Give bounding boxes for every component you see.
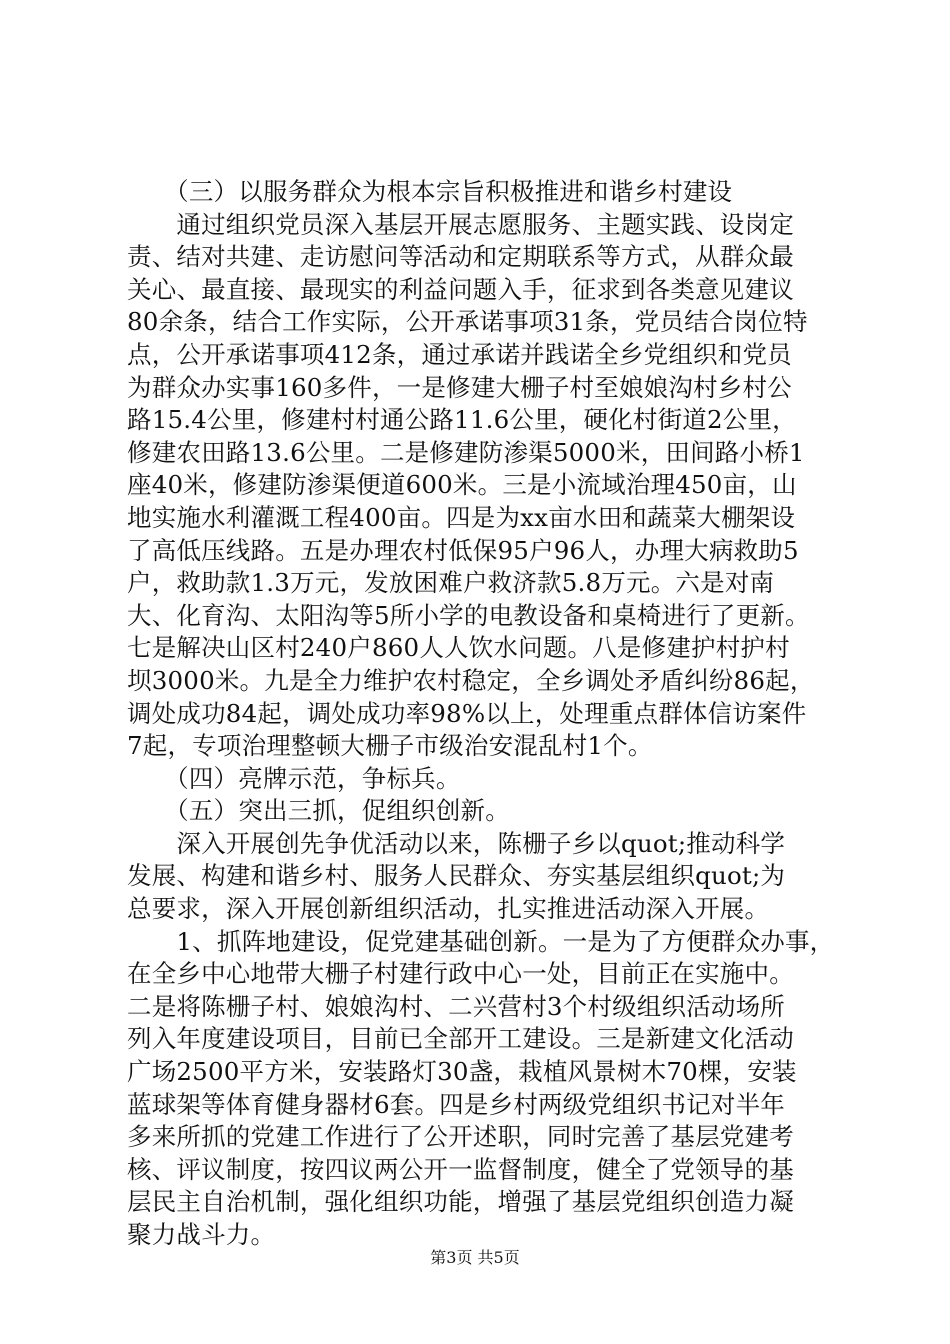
- text-line: 多来所抓的党建工作进行了公开述职，同时完善了基层党建考: [127, 1122, 794, 1152]
- text-line: 核、评议制度，按四议两公开一监督制度，健全了党领导的基: [127, 1154, 794, 1184]
- text-line: 二是将陈栅子村、娘娘沟村、二兴营村3个村级组织活动场所: [127, 991, 785, 1021]
- text-line: 修建农田路13.6公里。二是修建防渗渠5000米，田间路小桥1: [127, 437, 805, 467]
- text-line: （五）突出三抓，促组织创新。: [127, 796, 510, 826]
- text-line: 调处成功84起，调处成功率98%以上，处理重点群体信访案件: [127, 698, 807, 728]
- text-line: （四）亮牌示范，争标兵。: [127, 763, 461, 793]
- text-line: 大、化育沟、太阳沟等5所小学的电教设备和桌椅进行了更新。: [127, 600, 810, 630]
- text-line: 了高低压线路。五是办理农村低保95户96人，办理大病救助5: [127, 535, 799, 565]
- text-line: 聚力战斗力。: [127, 1220, 276, 1249]
- page-footer: 第3页 共5页: [430, 1248, 520, 1267]
- text-line: 80余条，结合工作实际，公开承诺事项31条，党员结合岗位特: [127, 307, 808, 337]
- text-line: 发展、构建和谐乡村、服务人民群众、夯实基层组织quot;为: [127, 861, 786, 891]
- text-line: 关心、最直接、最现实的利益问题入手，征求到各类意见建议: [127, 274, 794, 304]
- body-text: [127, 176, 839, 1252]
- text-line: 责、结对共建、走访慰问等活动和定期联系等方式，从群众最: [127, 242, 794, 272]
- text-line: 1、抓阵地建设，促党建基础创新。一是为了方便群众办事，: [127, 926, 835, 956]
- text-line: 地实施水利灌溉工程400亩。四是为xx亩水田和蔬菜大棚架设: [127, 502, 796, 532]
- text-line: （三）以服务群众为根本宗旨积极推进和谐乡村建设: [127, 177, 733, 206]
- text-line: 点，公开承诺事项412条，通过承诺并践诺全乡党组织和党员: [127, 339, 792, 369]
- text-line: 为群众办实事160多件，一是修建大栅子村至娘娘沟村乡村公: [127, 372, 792, 402]
- text-line: 广场2500平方米，安装路灯30盏，栽植风景树木70棵，安装: [127, 1057, 797, 1087]
- text-line: 座40米，修建防渗渠便道600米。三是小流域治理450亩，山: [127, 470, 797, 500]
- text-line: 通过组织党员深入基层开展志愿服务、主题实践、设岗定: [127, 209, 794, 239]
- text-line: 总要求，深入开展创新组织活动，扎实推进活动深入开展。: [127, 894, 770, 924]
- text-line: 七是解决山区村240户860人人饮水问题。八是修建护村护村: [127, 633, 790, 663]
- text-line: 深入开展创先争优活动以来，陈栅子乡以quot;推动科学: [127, 828, 786, 858]
- text-line: 户，救助款1.3万元，发放困难户救济款5.8万元。六是对南: [127, 568, 775, 598]
- text-line: 在全乡中心地带大栅子村建行政中心一处，目前正在实施中。: [127, 959, 794, 989]
- text-line: 7起，专项治理整顿大栅子市级治安混乱村1个。: [127, 731, 653, 761]
- text-line: 坝3000米。九是全力维护农村稳定，全乡调处矛盾纠纷86起，: [127, 665, 815, 695]
- text-line: 路15.4公里，修建村村通公路11.6公里，硬化村街道2公里，: [127, 405, 797, 435]
- text-line: 列入年度建设项目，目前已全部开工建设。三是新建文化活动: [127, 1024, 794, 1054]
- text-line: 层民主自治机制，强化组织功能，增强了基层党组织创造力凝: [127, 1187, 794, 1217]
- text-line: 蓝球架等体育健身器材6套。四是乡村两级党组织书记对半年: [127, 1089, 785, 1119]
